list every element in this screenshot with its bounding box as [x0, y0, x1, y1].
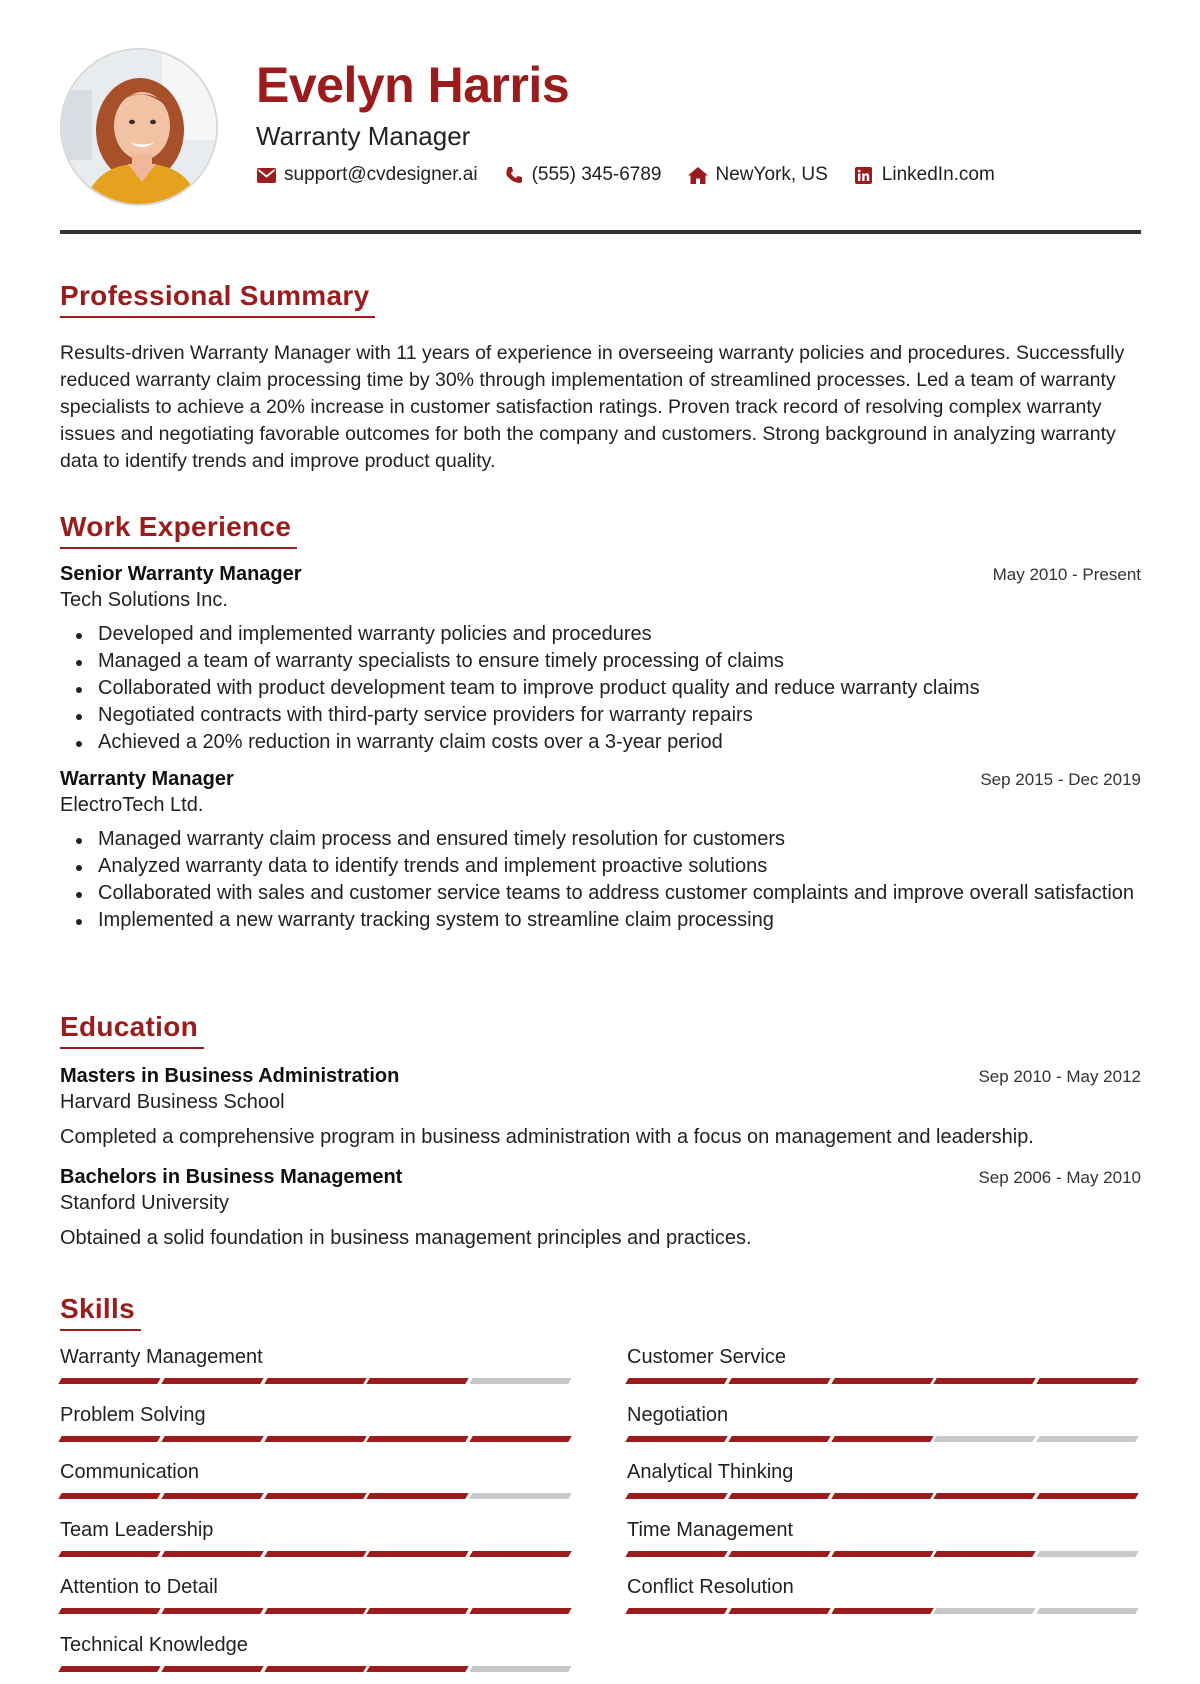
- skill-level-segment-filled: [161, 1436, 263, 1442]
- skill-level-segment-filled: [367, 1378, 469, 1384]
- skill-level-segment-filled: [831, 1551, 933, 1557]
- skill-level-segment-filled: [58, 1551, 160, 1557]
- linkedin-icon: [854, 165, 874, 185]
- skill-level-segment-filled: [625, 1378, 727, 1384]
- skill-level-bar: [627, 1436, 1141, 1442]
- skill-name: Time Management: [627, 1518, 793, 1541]
- skill-level-bar: [60, 1608, 574, 1614]
- envelope-icon: [256, 165, 276, 185]
- section-title-summary: Professional Summary: [60, 280, 375, 318]
- contact-phone[interactable]: [504, 164, 662, 186]
- skill-item: [60, 1460, 574, 1518]
- skill-level-segment-filled: [469, 1608, 571, 1614]
- skill-level-segment-filled: [58, 1493, 160, 1499]
- degree-title: Masters in Business Administration: [60, 1065, 400, 1087]
- degree-title: Bachelors in Business Management: [60, 1166, 403, 1188]
- job-title: Senior Warranty Manager: [60, 563, 302, 585]
- profile-photo: [60, 48, 218, 206]
- skill-name: Technical Knowledge: [60, 1633, 248, 1656]
- skill-level-segment-filled: [161, 1551, 263, 1557]
- skill-level-segment-filled: [934, 1551, 1036, 1557]
- section-title-experience: Work Experience: [60, 511, 297, 549]
- skill-name: Negotiation: [627, 1403, 729, 1426]
- education-dates: Sep 2006 - May 2010: [978, 1168, 1141, 1187]
- skill-level-bar: [627, 1551, 1141, 1557]
- skill-level-segment-empty: [934, 1436, 1036, 1442]
- skills-section: [60, 1293, 1141, 1684]
- header-divider: [60, 230, 1141, 234]
- skill-level-segment-empty: [469, 1378, 571, 1384]
- education-description: Obtained a solid foundation in business management principles and practices.: [60, 1227, 752, 1249]
- skill-level-segment-filled: [625, 1551, 727, 1557]
- skill-name: Communication: [60, 1461, 199, 1483]
- contact-email-text: support@cvdesigner.ai: [284, 164, 478, 185]
- skill-level-segment-filled: [728, 1608, 830, 1614]
- skill-level-bar: [627, 1378, 1141, 1384]
- skill-name: Conflict Resolution: [627, 1576, 794, 1598]
- skill-level-segment-filled: [58, 1666, 160, 1672]
- skill-level-segment-filled: [58, 1608, 160, 1614]
- section-title-education: Education: [60, 1011, 204, 1049]
- skill-level-bar: [627, 1608, 1141, 1614]
- skill-item: [60, 1633, 574, 1684]
- skill-item: [60, 1403, 574, 1461]
- skill-level-segment-filled: [161, 1493, 263, 1499]
- skill-level-segment-filled: [264, 1608, 366, 1614]
- skill-level-bar: [60, 1666, 574, 1672]
- skill-item: [627, 1345, 1141, 1403]
- skill-name: Customer Service: [627, 1346, 786, 1368]
- skill-level-segment-filled: [264, 1666, 366, 1672]
- contact-location: [688, 164, 828, 186]
- skill-level-segment-empty: [469, 1666, 571, 1672]
- skill-level-segment-filled: [469, 1551, 571, 1557]
- contact-phone-text: (555) 345-6789: [531, 164, 662, 185]
- skill-level-segment-filled: [367, 1493, 469, 1499]
- skill-level-segment-filled: [161, 1378, 263, 1384]
- skill-level-segment-filled: [831, 1493, 933, 1499]
- summary-text: Results-driven Warranty Manager with 11 years of experience in overseeing warranty policies and procedures. Successfully reduced warranty claim processing time by 30% through implementation of streamlined processes. Led a team of warranty specialists to achieve a 20% increase in customer satisfaction ratings. Proven track record of resolving complex warranty issues and negotiating favorable outcomes for both the company and customers. Strong background in analyzing warranty data to identify trends and improve product quality.: [60, 342, 1125, 472]
- skill-item: [627, 1518, 1141, 1576]
- skill-level-segment-filled: [161, 1608, 263, 1614]
- skill-level-segment-filled: [625, 1436, 727, 1442]
- skill-level-segment-filled: [367, 1551, 469, 1557]
- contact-linkedin[interactable]: [854, 164, 995, 186]
- job-bullet: Collaborated with product development team to improve product quality and reduce warranty claims: [60, 675, 1141, 702]
- job-company: Tech Solutions Inc.: [60, 589, 228, 611]
- job-bullet: Achieved a 20% reduction in warranty claim costs over a 3-year period: [60, 729, 1141, 756]
- skill-item: [60, 1345, 574, 1403]
- skill-level-segment-filled: [625, 1608, 727, 1614]
- skill-level-segment-filled: [831, 1378, 933, 1384]
- resume-header: [60, 48, 1141, 234]
- contact-email[interactable]: [256, 164, 478, 186]
- job-bullet: Managed a team of warranty specialists to ensure timely processing of claims: [60, 648, 1141, 675]
- skill-name: Warranty Management: [60, 1346, 263, 1368]
- skill-level-bar: [60, 1378, 574, 1384]
- contact-linkedin-text: LinkedIn.com: [881, 164, 995, 185]
- school-name: Stanford University: [60, 1192, 229, 1214]
- phone-icon: [504, 165, 524, 185]
- skill-level-segment-filled: [469, 1436, 571, 1442]
- job-bullet: Negotiated contracts with third-party service providers for warranty repairs: [60, 702, 1141, 729]
- job-dates: Sep 2015 - Dec 2019: [980, 770, 1141, 789]
- skill-level-bar: [627, 1493, 1141, 1499]
- job-entry: [60, 563, 1141, 756]
- school-name: Harvard Business School: [60, 1091, 285, 1113]
- skill-level-segment-filled: [831, 1436, 933, 1442]
- skill-level-segment-filled: [264, 1551, 366, 1557]
- skill-level-segment-filled: [367, 1436, 469, 1442]
- job-dates: May 2010 - Present: [992, 565, 1141, 584]
- contact-bar: [256, 164, 1021, 186]
- skills-grid: [60, 1345, 1141, 1684]
- candidate-title: Warranty Manager: [256, 121, 471, 151]
- education-entry: [60, 1065, 1141, 1149]
- summary-section: [60, 280, 1141, 475]
- skill-level-segment-filled: [1036, 1378, 1138, 1384]
- job-bullet: Analyzed warranty data to identify trends and implement proactive solutions: [60, 853, 1141, 880]
- job-bullets: [60, 621, 1141, 756]
- skill-name: Team Leadership: [60, 1518, 214, 1541]
- skill-level-segment-filled: [1036, 1493, 1138, 1499]
- job-bullet: Collaborated with sales and customer service teams to address customer complaints and improve overall satisfaction: [60, 880, 1141, 907]
- skill-level-segment-filled: [58, 1436, 160, 1442]
- job-bullets: [60, 826, 1141, 934]
- skill-item: [60, 1518, 574, 1576]
- skill-level-segment-filled: [264, 1493, 366, 1499]
- skill-name: Problem Solving: [60, 1403, 206, 1426]
- skill-level-segment-filled: [934, 1378, 1036, 1384]
- skill-level-segment-empty: [1036, 1551, 1138, 1557]
- skill-level-segment-empty: [934, 1608, 1036, 1614]
- skill-level-segment-filled: [367, 1608, 469, 1614]
- skill-level-segment-filled: [728, 1436, 830, 1442]
- contact-location-text: NewYork, US: [715, 164, 828, 185]
- job-entry: [60, 768, 1141, 934]
- education-entry: [60, 1166, 1141, 1250]
- skill-level-segment-filled: [367, 1666, 469, 1672]
- education-section: [60, 1011, 1141, 1250]
- skill-level-segment-filled: [161, 1666, 263, 1672]
- skill-level-segment-filled: [934, 1493, 1036, 1499]
- candidate-name: Evelyn Harris: [256, 57, 570, 113]
- skill-name: Attention to Detail: [60, 1576, 218, 1598]
- skill-item: [627, 1403, 1141, 1461]
- skill-item: [627, 1575, 1141, 1633]
- education-dates: Sep 2010 - May 2012: [978, 1067, 1141, 1086]
- skill-name: Analytical Thinking: [627, 1461, 794, 1483]
- skill-level-bar: [60, 1436, 574, 1442]
- job-bullet: Implemented a new warranty tracking system to streamline claim processing: [60, 907, 1141, 934]
- skill-level-segment-filled: [728, 1493, 830, 1499]
- skill-level-segment-filled: [58, 1378, 160, 1384]
- skill-level-segment-filled: [625, 1493, 727, 1499]
- skill-item: [627, 1460, 1141, 1518]
- skill-level-segment-filled: [264, 1378, 366, 1384]
- skill-level-segment-empty: [1036, 1608, 1138, 1614]
- job-title: Warranty Manager: [60, 768, 234, 790]
- job-company: ElectroTech Ltd.: [60, 794, 204, 816]
- skill-level-segment-empty: [1036, 1436, 1138, 1442]
- skill-level-segment-filled: [264, 1436, 366, 1442]
- home-icon: [688, 165, 708, 185]
- skill-item: [60, 1575, 574, 1633]
- experience-section: [60, 511, 1141, 934]
- job-bullet: Managed warranty claim process and ensured timely resolution for customers: [60, 826, 1141, 853]
- skill-level-segment-empty: [469, 1493, 571, 1499]
- skill-level-segment-filled: [728, 1551, 830, 1557]
- education-description: Completed a comprehensive program in business administration with a focus on management and leadership.: [60, 1126, 1034, 1148]
- skill-level-segment-filled: [831, 1608, 933, 1614]
- job-bullet: Developed and implemented warranty policies and procedures: [60, 621, 1141, 648]
- skill-level-bar: [60, 1551, 574, 1557]
- skill-level-segment-filled: [728, 1378, 830, 1384]
- skill-level-bar: [60, 1493, 574, 1499]
- section-title-skills: Skills: [60, 1293, 141, 1331]
